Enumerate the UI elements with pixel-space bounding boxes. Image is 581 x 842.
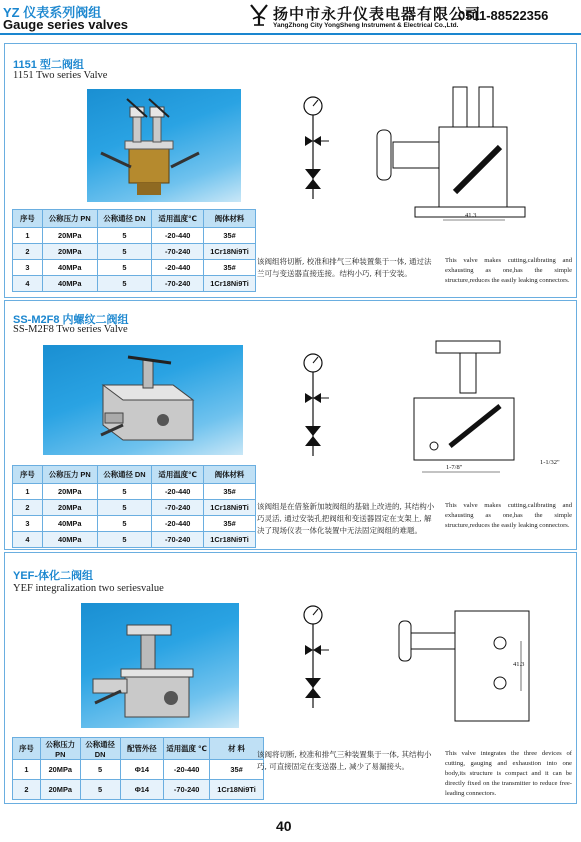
table-cell: 4 xyxy=(13,532,43,548)
dimension-label: 1-7/8" xyxy=(446,464,463,471)
col-header: 序号 xyxy=(13,466,43,484)
table-row xyxy=(13,500,256,516)
dimension-label: 1-1/32" xyxy=(540,459,560,466)
spec-table xyxy=(12,209,256,292)
table-row xyxy=(13,760,264,780)
valve-drawing xyxy=(395,591,535,736)
category-title-en: Gauge series valves xyxy=(3,17,129,32)
table-cell: 5 xyxy=(97,516,152,532)
table-cell: 20MPa xyxy=(42,244,97,260)
product-title-cn: YEF-体化二阀组 xyxy=(13,570,94,582)
table-cell: -70-240 xyxy=(152,276,204,292)
product-title-en: SS-M2F8 Two series Valve xyxy=(13,324,128,335)
company-name-en: YangZhong City YongSheng Instrument & Electrical Co.,Ltd. xyxy=(273,22,459,29)
table-cell: 5 xyxy=(97,260,152,276)
product-title-en: YEF integralization two seriesvalue xyxy=(13,583,164,594)
table-cell: 35# xyxy=(204,484,256,500)
product-description-en: This valve makes cutting,calibrating and exhausting as one,has the simple structure,reduces the easily leaking connectors. xyxy=(445,257,572,284)
product-section-1151 xyxy=(4,43,577,298)
dimension-label: 41.3 xyxy=(465,212,477,219)
table-cell: 5 xyxy=(97,484,152,500)
page-header xyxy=(0,0,581,36)
table-cell: 40MPa xyxy=(42,276,97,292)
table-cell: 1Cr18Ni9Ti xyxy=(204,276,256,292)
product-description-en: This valve integrates the three devices of cutting, gauging and exhaustion into one body,its structure is compact and it can be directly fixed on the transmitter to reduce free-leading connectors. xyxy=(445,750,572,797)
table-cell: 35# xyxy=(204,260,256,276)
page-number: 40 xyxy=(276,818,292,834)
spec-table xyxy=(12,465,256,548)
table-cell: 1Cr18Ni9Ti xyxy=(210,780,264,800)
product-description-cn: 该阀组将切断, 校准和排气三种装置集于一体, 通过法兰可与变送器直接连接。结构小巧, 利于安装。 xyxy=(257,257,432,278)
company-logo-icon xyxy=(248,3,270,27)
col-header: 公称压力 PN xyxy=(40,738,80,760)
dimension-label: 41.3 xyxy=(513,661,525,668)
table-cell: 2 xyxy=(13,780,41,800)
valve-drawing xyxy=(375,82,535,224)
table-cell: 35# xyxy=(210,760,264,780)
col-header: 阀体材料 xyxy=(204,210,256,228)
table-row xyxy=(13,228,256,244)
table-cell: 5 xyxy=(97,244,152,260)
table-cell: 40MPa xyxy=(42,532,97,548)
col-header: 适用温度 ℃ xyxy=(164,738,210,760)
col-header: 适用温度℃ xyxy=(152,466,204,484)
table-cell: -20-440 xyxy=(152,260,204,276)
table-cell: 35# xyxy=(204,516,256,532)
table-cell: -70-240 xyxy=(152,244,204,260)
table-cell: -20-440 xyxy=(152,516,204,532)
table-row xyxy=(13,484,256,500)
product-section-ss-m2f8 xyxy=(4,300,577,550)
table-cell: 4 xyxy=(13,276,43,292)
col-header: 公称通径 DN xyxy=(80,738,120,760)
table-cell: -70-240 xyxy=(152,532,204,548)
col-header: 阀体材料 xyxy=(204,466,256,484)
product-description-cn: 该阀组是在借鉴新加坡阀组的基础上改进的, 其结构小巧灵活, 通过安装孔把阀组和变送器固定在支架上, 解决了现场仪表一体化装置中无法固定阀组的难题。 xyxy=(257,502,435,535)
table-cell: -20-440 xyxy=(152,228,204,244)
table-row xyxy=(13,516,256,532)
col-header: 配管外径 xyxy=(120,738,164,760)
valve-schematic xyxy=(293,603,333,713)
valve-drawing xyxy=(410,336,530,484)
table-cell: 20MPa xyxy=(40,760,80,780)
product-title-en: 1151 Two series Valve xyxy=(13,70,108,81)
table-cell: -20-440 xyxy=(152,484,204,500)
valve-schematic xyxy=(293,94,333,204)
table-cell: Φ14 xyxy=(120,780,164,800)
table-cell: 2 xyxy=(13,244,43,260)
header-divider xyxy=(0,33,581,35)
table-cell: 1 xyxy=(13,228,43,244)
product-description-cn: 该阀将切断, 校准和排气三种装置集于一体, 其结构小巧, 可直接固定在变送器上, 减少了易漏接头。 xyxy=(257,750,432,771)
table-cell: 5 xyxy=(80,780,120,800)
product-title-cn: SS-M2F8 内螺纹二阀组 xyxy=(13,314,129,326)
table-row xyxy=(13,260,256,276)
category-title-cn: YZ 仪表系列阀组 xyxy=(3,5,102,20)
table-row xyxy=(13,532,256,548)
product-description-en: This valve makes cutting,calibrating and exhausting as one,has the simple structure,reduces the easily leaking connectors. xyxy=(445,502,572,529)
product-photo xyxy=(81,603,239,728)
table-cell: 40MPa xyxy=(42,260,97,276)
table-cell: 1 xyxy=(13,484,43,500)
table-cell: 20MPa xyxy=(42,228,97,244)
table-cell: 5 xyxy=(97,500,152,516)
col-header: 公称压力 PN xyxy=(42,210,97,228)
table-cell: 5 xyxy=(97,532,152,548)
col-header: 序号 xyxy=(13,738,41,760)
col-header: 材 料 xyxy=(210,738,264,760)
table-cell: 1Cr18Ni9Ti xyxy=(204,532,256,548)
table-cell: 2 xyxy=(13,500,43,516)
valve-schematic xyxy=(293,351,333,461)
table-row xyxy=(13,276,256,292)
company-phone: 0511-88522356 xyxy=(458,8,549,23)
spec-table xyxy=(12,737,264,800)
table-cell: 1Cr18Ni9Ti xyxy=(204,244,256,260)
table-cell: 20MPa xyxy=(40,780,80,800)
table-cell: -70-240 xyxy=(164,780,210,800)
table-cell: 1 xyxy=(13,760,41,780)
table-cell: 5 xyxy=(80,760,120,780)
table-cell: 40MPa xyxy=(42,516,97,532)
table-cell: 20MPa xyxy=(42,484,97,500)
product-photo xyxy=(87,89,241,202)
table-cell: 3 xyxy=(13,260,43,276)
product-title-cn: 1151 型二阀组 xyxy=(13,59,84,71)
table-cell: Φ14 xyxy=(120,760,164,780)
col-header: 适用温度℃ xyxy=(152,210,204,228)
table-cell: 35# xyxy=(204,228,256,244)
col-header: 公称通径 DN xyxy=(97,466,152,484)
table-row xyxy=(13,780,264,800)
table-cell: 20MPa xyxy=(42,500,97,516)
table-cell: 1Cr18Ni9Ti xyxy=(204,500,256,516)
col-header: 公称压力 PN xyxy=(42,466,97,484)
table-cell: 3 xyxy=(13,516,43,532)
product-section-yef xyxy=(4,552,577,804)
product-photo xyxy=(43,345,243,455)
table-cell: -70-240 xyxy=(152,500,204,516)
table-cell: 5 xyxy=(97,228,152,244)
company-name-cn: 扬中市永升仪表电器有限公司 xyxy=(273,5,482,23)
col-header: 序号 xyxy=(13,210,43,228)
col-header: 公称通径 DN xyxy=(97,210,152,228)
table-row xyxy=(13,244,256,260)
table-cell: -20-440 xyxy=(164,760,210,780)
table-cell: 5 xyxy=(97,276,152,292)
